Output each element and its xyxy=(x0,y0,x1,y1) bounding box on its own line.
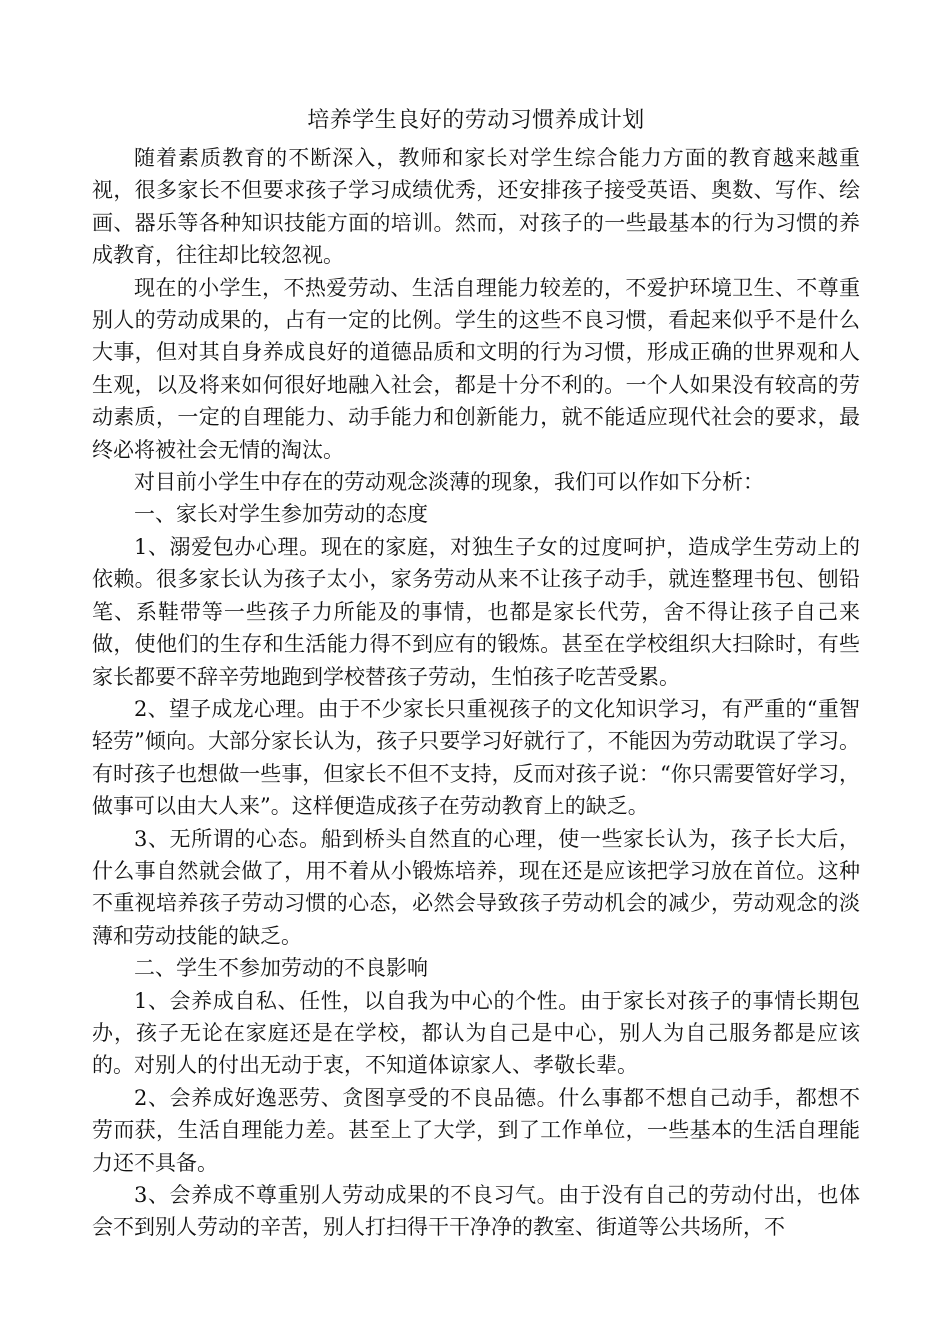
paragraph-point-1-3: 3、无所谓的心态。船到桥头自然直的心理，使一些家长认为，孩子长大后，什么事自然就会做了，用不着从小锻炼培养，现在还是应该把学习放在首位。这种不重视培养孩子劳动习惯的心态，必然会导致孩子劳动机会的减少，劳动观念的淡薄和劳动技能的缺乏。 xyxy=(92,826,860,948)
paragraph-point-1-2: 2、望子成龙心理。由于不少家长只重视孩子的文化知识学习，有严重的“重智轻劳”倾向。大部分家长认为，孩子只要学习好就行了，不能因为劳动耽误了学习。有时孩子也想做一些事，但家长不但不支持，反而对孩子说：“你只需要管好学习，做事可以由大人来”。这样便造成孩子在劳动教育上的缺乏。 xyxy=(92,696,860,819)
paragraph-point-1-1: 1、溺爱包办心理。现在的家庭，对独生子女的过度呵护，造成学生劳动上的依赖。很多家长认为孩子太小，家务劳动从来不让孩子动手，就连整理书包、刨铅笔、系鞋带等一些孩子力所能及的事情，也都是家长代劳，舍不得让孩子自己来做，使他们的生存和生活能力得不到应有的锻炼。甚至在学校组织大扫除时，有些家长都要不辞辛劳地跑到学校替孩子劳动，生怕孩子吃苦受累。 xyxy=(92,534,860,689)
paragraph-point-2-3: 3、会养成不尊重别人劳动成果的不良习气。由于没有自己的劳动付出，也体会不到别人劳动的辛苦，别人打扫得干干净净的教室、街道等公共场所，不 xyxy=(92,1183,860,1240)
paragraph-point-2-1: 1、会养成自私、任性，以自我为中心的个性。由于家长对孩子的事情长期包办，孩子无论在家庭还是在学校，都认为自己是中心，别人为自己服务都是应该的。对别人的付出无动于衷，不知道体谅家人、孝敬长辈。 xyxy=(92,988,860,1078)
section-heading-parent-attitude: 一、家长对学生参加劳动的态度 xyxy=(134,502,428,527)
document-page xyxy=(92,100,860,1244)
paragraph-analysis-lead: 对目前小学生中存在的劳动观念淡薄的现象，我们可以作如下分析： xyxy=(134,470,764,495)
document-title: 培养学生良好的劳动习惯养成计划 xyxy=(307,108,645,133)
paragraph-intro: 随着素质教育的不断深入，教师和家长对学生综合能力方面的教育越来越重视，很多家长不但要求孩子学习成绩优秀，还安排孩子接受英语、奥数、写作、绘画、器乐等各种知识技能方面的培训。然而，对孩子的一些最基本的行为习惯的养成教育，往往却比较忽视。 xyxy=(92,146,860,268)
paragraph-point-2-2: 2、会养成好逸恶劳、贪图享受的不良品德。什么事都不想自己动手，都想不劳而获，生活自理能力差。甚至上了大学，到了工作单位，一些基本的生活自理能力还不具备。 xyxy=(92,1085,860,1175)
paragraph-current-situation: 现在的小学生，不热爱劳动、生活自理能力较差的，不爱护环境卫生、不尊重别人的劳动成果的，占有一定的比例。学生的这些不良习惯，看起来似乎不是什么大事，但对其自身养成良好的道德品质和文明的行为习惯，形成正确的世界观和人生观，以及将来如何很好地融入社会，都是十分不利的。一个人如果没有较高的劳动素质，一定的自理能力、动手能力和创新能力，就不能适应现代社会的要求，最终必将被社会无情的淘汰。 xyxy=(92,275,860,462)
section-heading-negative-effects: 二、学生不参加劳动的不良影响 xyxy=(134,956,428,981)
